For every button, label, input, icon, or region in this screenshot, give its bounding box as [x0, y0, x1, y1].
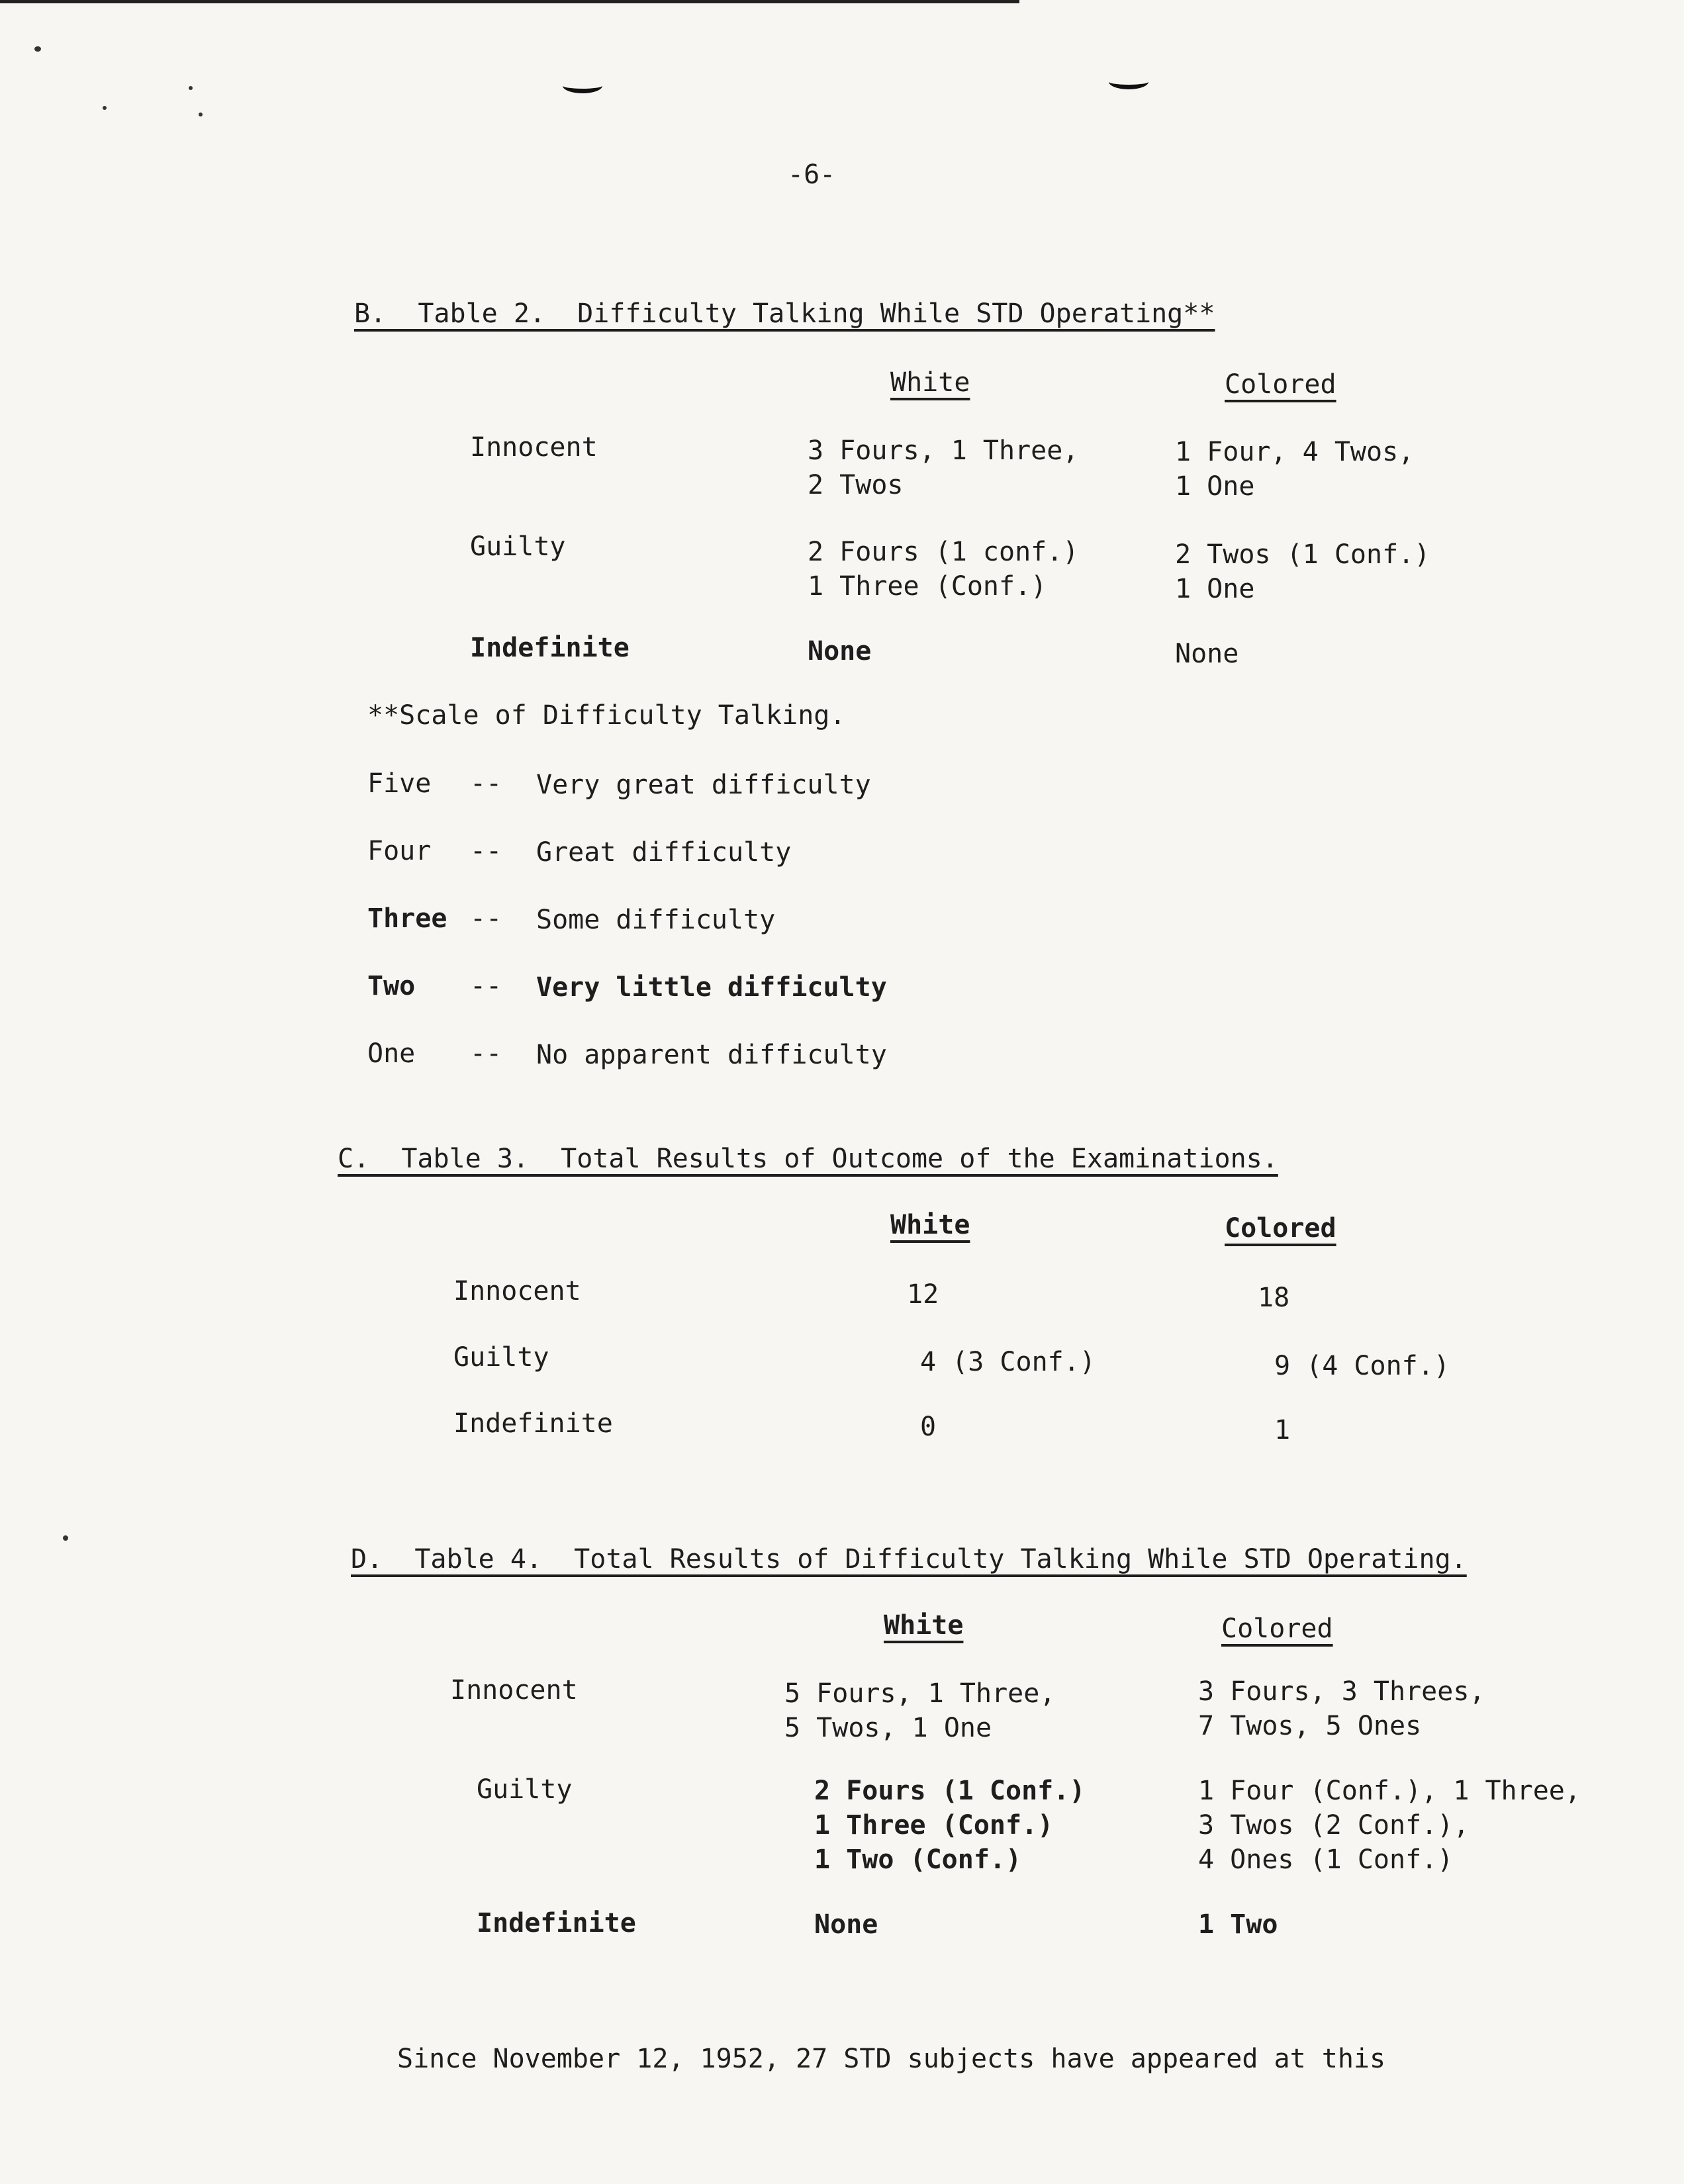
scan-speck — [103, 106, 107, 110]
scan-speck — [199, 113, 203, 116]
table2-cell-colored: 1 Four, 4 Twos, 1 One — [1175, 437, 1415, 502]
table2-row-label: Innocent — [470, 432, 598, 463]
scan-speck — [34, 46, 41, 52]
table2-row-label: Indefinite — [470, 633, 630, 663]
hole-punch-mark-left — [563, 78, 602, 93]
top-border-line — [0, 0, 1019, 3]
table3-row-label: Innocent — [453, 1276, 581, 1306]
table4-cell-colored: 1 Four (Conf.), 1 Three, 3 Twos (2 Conf.), 4 Ones (1 Conf.) — [1198, 1776, 1581, 1875]
table4-cell-white: 2 Fours (1 Conf.) 1 Three (Conf.) 1 Two (Conf.) — [814, 1776, 1086, 1875]
table2-row-label: Guilty — [470, 531, 566, 562]
scale-dash: -- — [470, 903, 502, 934]
scan-speck — [189, 86, 193, 90]
table2-cell-colored: 2 Twos (1 Conf.) 1 One — [1175, 539, 1430, 604]
footer-paragraph: Since November 12, 1952, 27 STD subjects have appeared at this — [397, 2044, 1386, 2074]
table3-row-label: Guilty — [453, 1342, 549, 1373]
table3-cell-colored: 1 — [1274, 1415, 1291, 1445]
table2-col-colored: Colored — [1225, 369, 1336, 400]
scan-speck — [63, 1535, 68, 1541]
table3-col-white: White — [890, 1210, 970, 1240]
table3-cell-white: 0 — [920, 1412, 937, 1442]
scale-dash: -- — [470, 971, 502, 1001]
table3-cell-colored: 9 (4 Conf.) — [1274, 1351, 1450, 1381]
scale-desc: Great difficulty — [536, 837, 792, 868]
table3-cell-colored: 18 — [1258, 1283, 1290, 1313]
table2-cell-white: 3 Fours, 1 Three, 2 Twos — [808, 435, 1079, 500]
scale-desc: Very little difficulty — [536, 972, 887, 1003]
table2-heading: B. Table 2. Difficulty Talking While STD Operating** — [354, 298, 1215, 329]
page-number: -6- — [788, 159, 836, 190]
table3-row-label: Indefinite — [453, 1408, 613, 1439]
scale-title: **Scale of Difficulty Talking. — [367, 700, 846, 731]
table4-col-colored: Colored — [1221, 1614, 1333, 1644]
table4-col-white: White — [884, 1610, 964, 1641]
table4-cell-white: None — [814, 1909, 878, 1940]
table4-cell-colored: 1 Two — [1198, 1909, 1278, 1940]
table3-heading: C. Table 3. Total Results of Outcome of the Examinations. — [338, 1144, 1278, 1174]
table4-heading: D. Table 4. Total Results of Difficulty Talking While STD Operating. — [351, 1544, 1467, 1574]
scale-desc: Very great difficulty — [536, 770, 871, 800]
table2-cell-white: None — [808, 636, 872, 666]
table4-row-label: Indefinite — [477, 1908, 636, 1938]
table2-cell-colored: None — [1175, 639, 1239, 669]
table4-cell-colored: 3 Fours, 3 Threes, 7 Twos, 5 Ones — [1198, 1676, 1485, 1741]
scale-dash: -- — [470, 1038, 502, 1069]
table4-row-label: Guilty — [477, 1774, 573, 1805]
table2-cell-white: 2 Fours (1 conf.) 1 Three (Conf.) — [808, 537, 1079, 602]
scale-desc: Some difficulty — [536, 905, 776, 935]
scale-level: Five — [367, 768, 432, 799]
scale-dash: -- — [470, 768, 502, 799]
hole-punch-mark-right — [1109, 74, 1148, 89]
scale-desc: No apparent difficulty — [536, 1040, 887, 1070]
table3-cell-white: 12 — [907, 1279, 939, 1310]
scale-level: Four — [367, 836, 432, 866]
scale-dash: -- — [470, 836, 502, 866]
table2-col-white: White — [890, 367, 970, 398]
scale-level: Two — [367, 971, 416, 1001]
table3-col-colored: Colored — [1225, 1213, 1336, 1244]
scale-level: Three — [367, 903, 447, 934]
scale-level: One — [367, 1038, 416, 1069]
table4-row-label: Innocent — [450, 1675, 578, 1706]
table3-cell-white: 4 (3 Conf.) — [920, 1347, 1096, 1377]
table4-cell-white: 5 Fours, 1 Three, 5 Twos, 1 One — [784, 1678, 1056, 1743]
